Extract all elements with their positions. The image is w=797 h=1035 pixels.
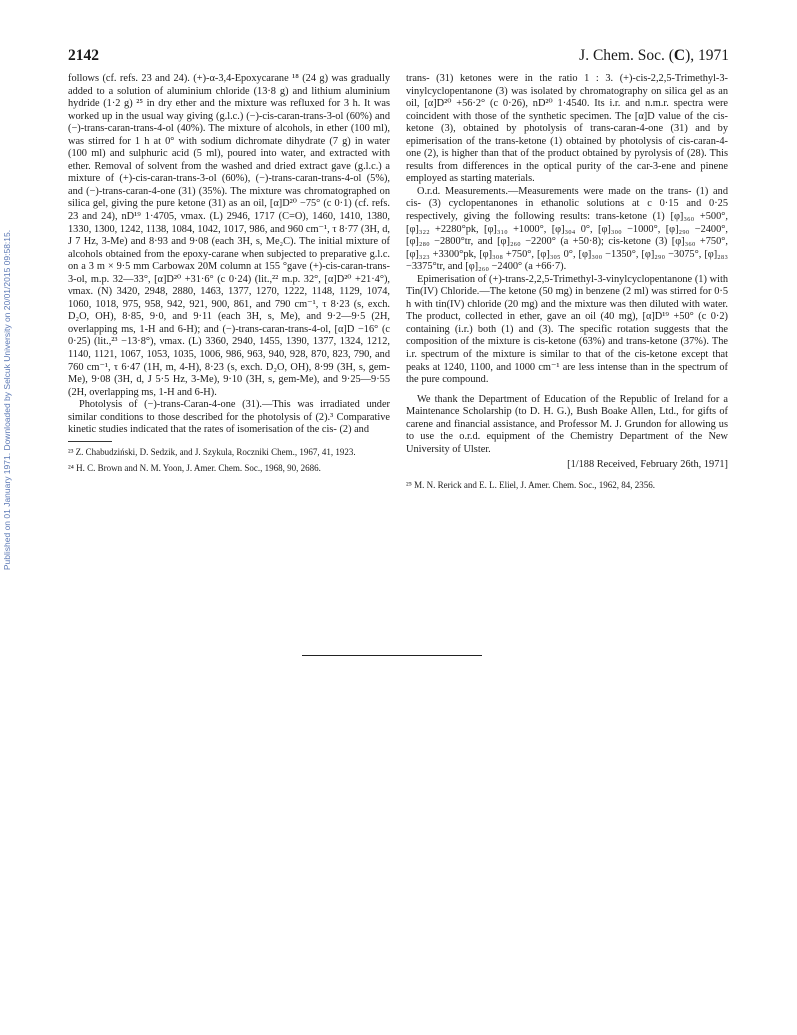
epimerisation-paragraph: Epimerisation of (+)-trans-2,2,5-Trimethyl-3-vinylcyclopentanone (1) with Tin(IV) Chloride.—The ketone (50 mg) in benzene (2 ml) was stirred for 0·5 h with tin(IV) chloride (20 mg) and the mixture was then diluted with water. The product, collected in ether, gave an oil (40 mg), [α]D¹⁹ +50° (c 0·2) containing (i.r.) both (1) and (3). The specific rotation suggests that the composition of the mixture is cis-ketone (63%) and trans-ketone (37%). The i.r. spectrum of the mixture is similar to that of the cis-ketone except that peaks at 1240, 1100, and 1000 cm⁻¹ are less intense than in the spectrum of the pure compound. [406, 273, 728, 386]
ord-measurements-paragraph: O.r.d. Measurements.—Measurements were made on the trans- (1) and cis- (3) cyclopentanones in ethanolic solutions at c 0·15 and 0·25 respectively, giving the following results: trans-ketone (1) [φ]₃₆₀ +500°, [φ]₃₂₂ +2280°pk, [φ]₃₁₀ +1000°, [φ]₃₀₄ 0°, [φ]₃₀₀ −1000°, [φ]₂₉₀ −2400°, [φ]₂₈₀ −2800°tr, and [φ]₂₆₀ −2200° (a +50·8); cis-ketone (3) [φ]₃₆₀ +750°, [φ]₃₂₃ +3300°pk, [φ]₃₀₈ +750°, [φ]₃₀₅ 0°, [φ]₃₀₀ −1350°, [φ]₂₉₀ −3075°, [φ]₂₈₃ −3375°tr, and [φ]₂₆₀ −2400° (a +66·7). [406, 185, 728, 273]
journal-section: C [673, 47, 686, 64]
footnote-rule [68, 441, 112, 442]
page-header [68, 47, 729, 69]
acknowledgement: We thank the Department of Education of the Republic of Ireland for a Maintenance Scholarship (to D. H. G.), Bush Boake Allen, Ltd., for gifts of carene and financial assistance, and Professor M. J. Grundon for allowing us to use the o.r.d. equipment of the Chemistry Department of the New University of Ulster. [406, 393, 728, 455]
experimental-paragraph-carane: follows (cf. refs. 23 and 24). (+)-α-3,4-Epoxycarane ¹⁸ (24 g) was gradually added to a solution of aluminium chloride (13·8 g) and lithium aluminium hydride (1·2 g) ²⁵ in dry ether and the mixture was refluxed for 3 h. It was worked up in the usual way giving (g.l.c.) (−)-cis-caran-trans-3-ol (60%) and (−)-trans-caran-trans-4-ol (40%). The mixture of alcohols, in ether (100 ml), was stirred for 1 h at 0° with sodium dichromate dihydrate (7 g) in water (100 ml) and sulphuric acid (5 ml), poured into water, and extracted with ether. Removal of solvent from the washed and dried extract gave (g.l.c.) a mixture of (+)-cis-caran-trans-3-ol (60%), (−)-trans-caran-trans-4-ol (5%), and (−)-trans-caran-4-one (31) (35%). The mixture was chromatographed on silica gel, giving the pure ketone (31) as an oil, [α]D²⁰ −75° (c 0·1) (cf. refs. 23 and 24), nD¹⁹ 1·4705, νmax. (L) 2946, 1717 (C=O), 1460, 1410, 1380, 1330, 1300, 1242, 1138, 1084, 1042, 1017, 986, and 960 cm⁻¹, τ 8·77 (3H, d, J 7 Hz, 3-Me) and 8·93 and 9·08 (each 3H, s, Me₂C). The initial mixture of alcohols obtained from the epoxy-carane when subjected to preparative g.l.c. on a 3 m × 9·5 mm Carbowax 20M column at 155 °gave (+)-cis-caran-trans-3-ol, m.p. 32—33°, [α]D²⁰ +31·6° (c 0·24) (lit.,²² m.p. 32°, [α]D²⁰ +21·4°), νmax. (N) 3420, 2948, 2880, 1463, 1377, 1270, 1222, 1148, 1129, 1074, 1060, 1018, 975, 958, 942, 921, 900, 861, and 790 cm⁻¹, τ 8·23 (s, exch. D₂O, OH), 8·85, 9·0, and 9·11 (each 3H, s, Me), and 9·2—9·5 (2H, overlapping ms, 1-H and 6-H); and (−)-trans-caran-trans-4-ol, [α]D −16° (c 0·25) (lit.,²³ −13·8°), νmax. (L) 3360, 2940, 1455, 1390, 1377, 1324, 1212, 1140, 1121, 1067, 1053, 1035, 1006, 986, 963, 940, 928, 870, 823, 790, and 760 cm⁻¹, τ 6·47 (1H, m, 4-H), 8·23 (s, exch. D₂O, OH), 8·99 (3H, s, gem-Me), 9·08 (3H, d, J 5·5 Hz, 3-Me), 9·10 (3H, s, gem-Me), and 9·25—9·55 (2H, overlapping ms, 1-H and 6-H). [68, 73, 390, 398]
right-column [406, 73, 728, 491]
page-number: 2142 [68, 47, 99, 64]
end-of-article-rule [302, 655, 482, 656]
left-column [68, 73, 390, 474]
watermark-text: Published on 01 January 1971. Downloaded by Selcuk University on 20/01/2015 09:58:15. [2, 229, 13, 571]
footnote-23: ²³ Z. Chabudziński, D. Sedzik, and J. Szykula, Roczniki Chem., 1967, 41, 1923. [68, 446, 356, 457]
photolysis-paragraph: Photolysis of (−)-trans-Caran-4-one (31).—This was irradiated under similar conditions to those described for the photolysis of (2).³ Comparative kinetic studies indicated that the rates of isomerisation of the cis- (2) and [68, 399, 390, 436]
download-watermark [0, 170, 14, 630]
ketone-ratio-paragraph: trans- (31) ketones were in the ratio 1 : 3. (+)-cis-2,2,5-Trimethyl-3-vinylcyclopentanone (3) was isolated by chromatography on silica gel as an oil, [α]D²⁰ +56·2° (c 0·26), nD²⁰ 1·4540. Its i.r. and n.m.r. spectra were coincident with those of the synthetic specimen. The [α]D value of the cis-ketone (3), obtained by photolysis of trans-caran-4-one (31) and by epimerisation of the trans-ketone (1) obtained by photolysis of cis-caran-4-one (2), is higher than that of the product obtained by pyrolysis of (28). This results from differences in the optical purity of the car-3-ene and pinene employed as starting materials. [406, 73, 728, 185]
footnote-24: ²⁴ H. C. Brown and N. M. Yoon, J. Amer. Chem. Soc., 1968, 90, 2686. [68, 462, 321, 473]
footnote-25: ²⁵ M. N. Rerick and E. L. Eliel, J. Amer. Chem. Soc., 1962, 84, 2356. [406, 479, 656, 490]
received-date: [1/188 Received, February 26th, 1971] [567, 459, 728, 471]
journal-prefix: J. Chem. Soc. ( [579, 47, 674, 64]
journal-suffix: ), 1971 [685, 47, 729, 64]
journal-citation [579, 47, 729, 65]
